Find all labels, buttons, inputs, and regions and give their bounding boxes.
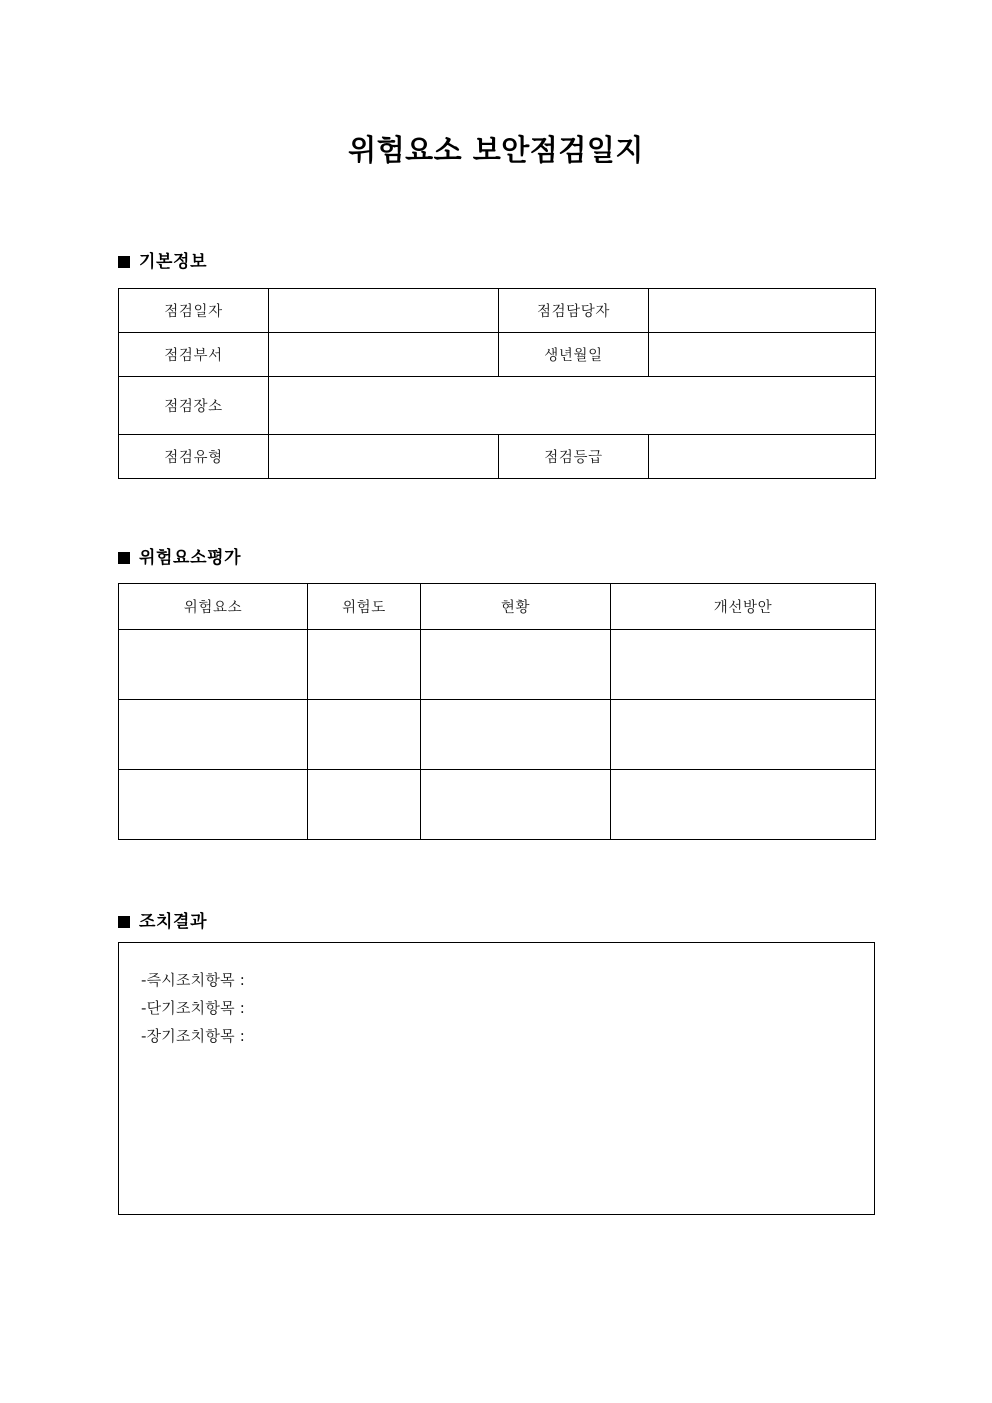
filled-square-bullet-icon [118,552,130,564]
field-inspector[interactable] [649,289,876,333]
table-row [119,435,876,479]
field-birth-date[interactable] [649,333,876,377]
cell-risk-factor[interactable] [119,770,308,840]
cell-current-status[interactable] [421,700,611,770]
section-heading-risk-assessment [118,547,241,569]
label-inspection-location: 점검장소 [119,377,269,435]
cell-current-status[interactable] [421,630,611,700]
label-inspection-department: 점검부서 [119,333,269,377]
field-inspection-grade[interactable] [649,435,876,479]
action-result-textbox[interactable] [118,942,875,1215]
table-row [119,289,876,333]
cell-current-status[interactable] [421,770,611,840]
cell-risk-level[interactable] [308,700,421,770]
column-header-improvement-plan: 개선방안 [611,584,876,630]
table-row [119,770,876,840]
section-heading-label: 조치결과 [139,912,208,932]
cell-risk-factor[interactable] [119,630,308,700]
field-inspection-department[interactable] [269,333,499,377]
cell-improvement-plan[interactable] [611,770,876,840]
page-title: 위험요소 보안점검일지 [348,133,644,167]
filled-square-bullet-icon [118,916,130,928]
label-inspection-grade: 점검등급 [499,435,649,479]
table-row [119,630,876,700]
table-row [119,700,876,770]
risk-assessment-table [118,583,876,840]
section-heading-basic-info [118,251,207,273]
cell-risk-level[interactable] [308,630,421,700]
label-inspection-type: 점검유형 [119,435,269,479]
column-header-current-status: 현황 [421,584,611,630]
action-line-immediate: -즉시조치항목 : [141,971,245,989]
column-header-risk-factor: 위험요소 [119,584,308,630]
section-heading-label: 위험요소평가 [139,548,242,568]
table-header-row [119,584,876,630]
field-inspection-date[interactable] [269,289,499,333]
field-inspection-type[interactable] [269,435,499,479]
section-heading-label: 기본정보 [139,252,208,272]
action-line-short-term: -단기조치항목 : [141,999,245,1017]
cell-improvement-plan[interactable] [611,630,876,700]
action-line-long-term: -장기조치항목 : [141,1027,245,1045]
table-row [119,333,876,377]
column-header-risk-level: 위험도 [308,584,421,630]
label-birth-date: 생년월일 [499,333,649,377]
cell-risk-level[interactable] [308,770,421,840]
table-row [119,377,876,435]
cell-risk-factor[interactable] [119,700,308,770]
field-inspection-location[interactable] [269,377,876,435]
cell-improvement-plan[interactable] [611,700,876,770]
filled-square-bullet-icon [118,256,130,268]
basic-info-table [118,288,876,479]
label-inspection-date: 점검일자 [119,289,269,333]
label-inspector: 점검담당자 [499,289,649,333]
section-heading-action-result [118,911,207,933]
